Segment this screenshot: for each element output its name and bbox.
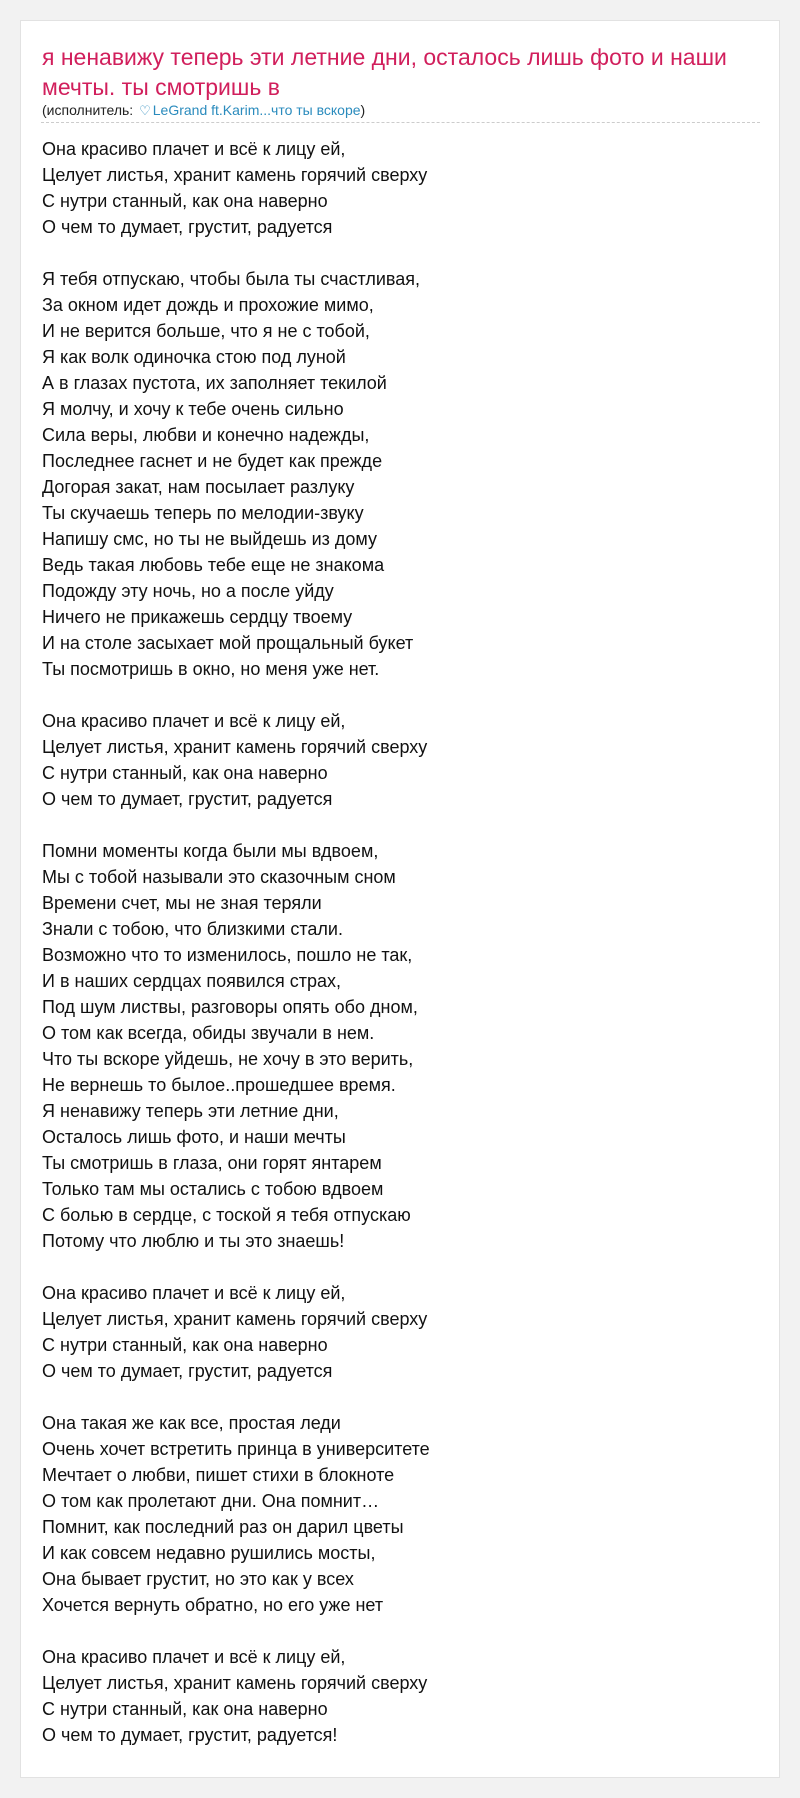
lyric-line: Мечтает о любви, пишет стихи в блокноте xyxy=(42,1465,395,1485)
lyric-line: О чем то думает, грустит, радуется! xyxy=(42,1725,338,1745)
lyric-line: С болью в сердце, с тоской я тебя отпускаю xyxy=(42,1205,411,1225)
lyric-line: Подожду эту ночь, но а после уйду xyxy=(42,581,334,601)
lyric-line: Ничего не прикажешь сердцу твоему xyxy=(42,607,353,627)
lyric-line: Я тебя отпускаю, чтобы была ты счастливая, xyxy=(42,269,421,289)
lyric-line: Хочется вернуть обратно, но его уже нет xyxy=(42,1595,384,1615)
lyric-line: Времени счет, мы не зная теряли xyxy=(42,893,322,913)
lyric-line: Не вернешь то былое..прошедшее время. xyxy=(42,1075,396,1095)
heart-icon: ♡ xyxy=(139,103,151,118)
artist-link[interactable]: LeGrand ft.Karim...что ты вскоре xyxy=(152,102,361,118)
lyric-line: Она красиво плачет и всё к лицу ей, xyxy=(42,1647,346,1667)
lyric-line: Ведь такая любовь тебе еще не знакома xyxy=(42,555,385,575)
lyric-line: Ты смотришь в глаза, они горят янтарем xyxy=(42,1153,382,1173)
lyric-line: С нутри станный, как она наверно xyxy=(42,763,328,783)
stanza-gap xyxy=(42,1384,762,1410)
lyric-line: Под шум листвы, разговоры опять обо дном, xyxy=(42,997,418,1017)
lyric-line: Ты скучаешь теперь по мелодии-звуку xyxy=(42,503,364,523)
artist-prefix: (исполнитель: xyxy=(42,102,138,118)
lyric-line: Целует листья, хранит камень горячий сверху xyxy=(42,737,428,757)
lyric-line: Сила веры, любви и конечно надежды, xyxy=(42,425,370,445)
lyric-line: Я ненавижу теперь эти летние дни, xyxy=(42,1101,339,1121)
lyric-line: Потому что люблю и ты это знаешь! xyxy=(42,1231,345,1251)
lyric-line: С нутри станный, как она наверно xyxy=(42,191,328,211)
lyric-line: Я как волк одиночка стою под луной xyxy=(42,347,346,367)
lyric-line: Целует листья, хранит камень горячий сверху xyxy=(42,1309,428,1329)
stanza-gap xyxy=(42,1254,762,1280)
lyrics-text xyxy=(42,136,762,1748)
lyrics-page xyxy=(20,20,780,1778)
lyric-line: И в наших сердцах появился страх, xyxy=(42,971,342,991)
song-title: я ненавижу теперь эти летние дни, осталось лишь фото и наши мечты. ты смотришь в xyxy=(42,44,727,100)
lyric-line: Целует листья, хранит камень горячий сверху xyxy=(42,1673,428,1693)
stanza-gap xyxy=(42,812,762,838)
lyric-line: С нутри станный, как она наверно xyxy=(42,1699,328,1719)
lyric-line: Знали с тобою, что близкими стали. xyxy=(42,919,343,939)
lyric-line: О чем то думает, грустит, радуется xyxy=(42,789,333,809)
artist-suffix: ) xyxy=(360,102,366,118)
lyric-line: Осталось лишь фото, и наши мечты xyxy=(42,1127,346,1147)
lyric-line: О том как всегда, обиды звучали в нем. xyxy=(42,1023,375,1043)
lyric-line: Возможно что то изменилось, пошло не так, xyxy=(42,945,413,965)
lyric-line: Я молчу, и хочу к тебе очень сильно xyxy=(42,399,344,419)
lyric-line: Помнит, как последний раз он дарил цветы xyxy=(42,1517,404,1537)
lyric-line: Напишу смс, но ты не выйдешь из дому xyxy=(42,529,378,549)
lyric-line: Догорая закат, нам посылает разлуку xyxy=(42,477,355,497)
lyric-line: И не верится больше, что я не с тобой, xyxy=(42,321,370,341)
lyric-line: О чем то думает, грустит, радуется xyxy=(42,217,333,237)
lyric-line: Она бывает грустит, но это как у всех xyxy=(42,1569,354,1589)
lyric-line: Мы с тобой называли это сказочным сном xyxy=(42,867,396,887)
lyric-line: Она красиво плачет и всё к лицу ей, xyxy=(42,1283,346,1303)
lyric-line: Целует листья, хранит камень горячий сверху xyxy=(42,165,428,185)
artist-line xyxy=(42,101,365,120)
lyric-line: О том как пролетают дни. Она помнит… xyxy=(42,1491,380,1511)
lyric-line: С нутри станный, как она наверно xyxy=(42,1335,328,1355)
lyric-line: Что ты вскоре уйдешь, не хочу в это верить, xyxy=(42,1049,414,1069)
lyric-line: О чем то думает, грустит, радуется xyxy=(42,1361,333,1381)
stanza-gap xyxy=(42,240,762,266)
lyric-line: И как совсем недавно рушились мосты, xyxy=(42,1543,376,1563)
lyric-line: Она красиво плачет и всё к лицу ей, xyxy=(42,711,346,731)
lyric-line: И на столе засыхает мой прощальный букет xyxy=(42,633,414,653)
lyric-line: Очень хочет встретить принца в университете xyxy=(42,1439,430,1459)
stanza-gap xyxy=(42,1618,762,1644)
divider xyxy=(41,122,760,123)
lyric-line: Последнее гаснет и не будет как прежде xyxy=(42,451,383,471)
stanza-gap xyxy=(42,682,762,708)
lyric-line: За окном идет дождь и прохожие мимо, xyxy=(42,295,374,315)
lyric-line: Только там мы остались с тобою вдвоем xyxy=(42,1179,384,1199)
lyric-line: Ты посмотришь в окно, но меня уже нет. xyxy=(42,659,380,679)
lyric-line: Она такая же как все, простая леди xyxy=(42,1413,341,1433)
lyric-line: Она красиво плачет и всё к лицу ей, xyxy=(42,139,346,159)
lyric-line: А в глазах пустота, их заполняет текилой xyxy=(42,373,387,393)
lyric-line: Помни моменты когда были мы вдвоем, xyxy=(42,841,379,861)
